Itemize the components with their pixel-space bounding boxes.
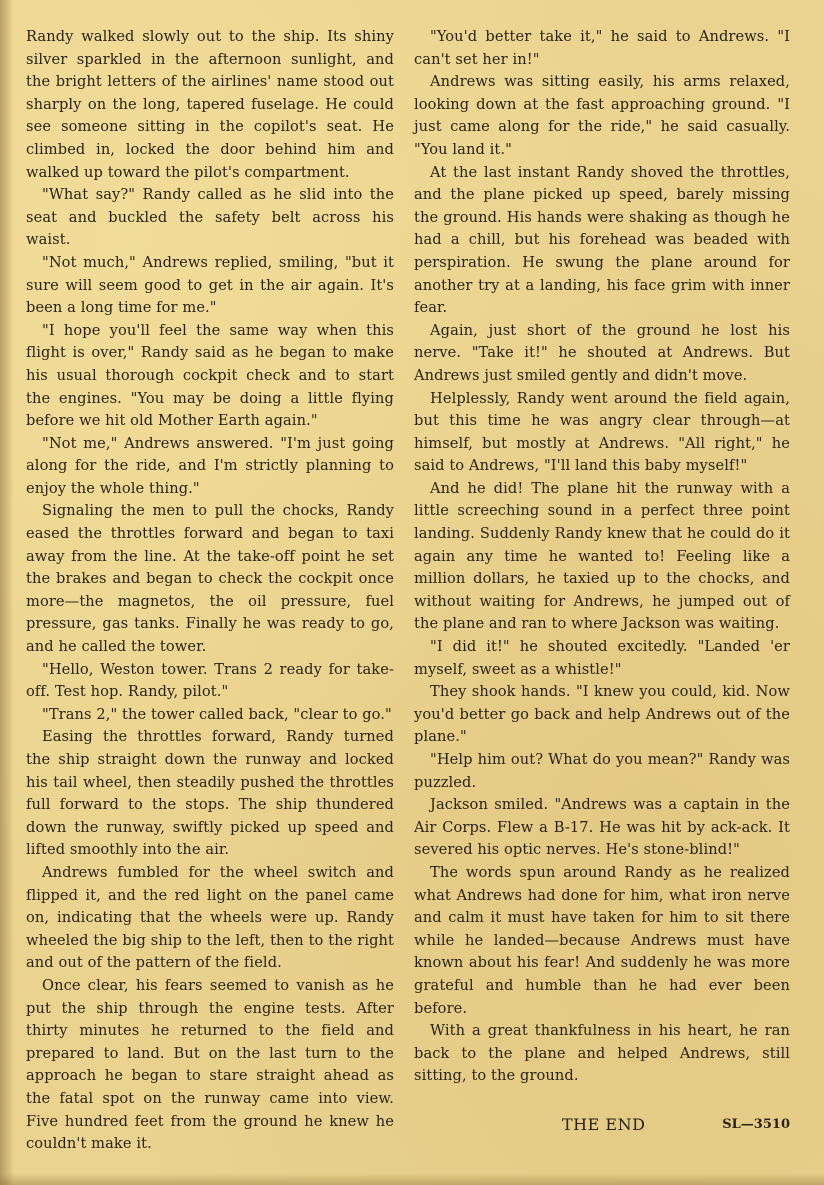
paragraph: Randy walked slowly out to the ship. Its shiny silver sparkled in the afternoon sunlight, and the bright letters of the airlines' name stood out sharply on the long, tapered fuselage. He could see someone sitting in the copilot's seat. He climbed in, locked the door behind him and walked up toward the pilot's compartment.	[26, 28, 394, 181]
footer	[414, 1115, 790, 1139]
left-text-column	[26, 26, 394, 1156]
paragraph: Signaling the men to pull the chocks, Randy eased the throttles forward and began to taxi away from the line. At the take-off point he set the brakes and began to check the cockpit once more—the magnetos, the oil pressure, fuel pressure, gas tanks. Finally he was ready to go, and he called the tower.	[26, 502, 394, 656]
paragraph: Again, just short of the ground he lost his nerve. "Take it!" he shouted at Andrews. But Andrews just smiled gently and didn't move.	[414, 321, 790, 384]
paragraph: The words spun around Randy as he realized what Andrews had done for him, what iron nerve and calm it must have taken for him to sit there while he landed—because Andrews must have known about his fear! And suddenly he was more grateful and humble than he had ever been before.	[414, 863, 790, 1017]
page-edge-shadow-left	[0, 0, 14, 1185]
page-edge-shadow-bottom	[0, 1173, 824, 1185]
print-code: SL—3510	[722, 1117, 790, 1132]
paragraph: "Trans 2," the tower called back, "clear to go."	[42, 705, 392, 723]
the-end-label: THE END	[562, 1115, 646, 1134]
paragraph: Helplessly, Randy went around the field again, but this time he was angry clear through—at himself, but mostly at Andrews. "All right," he said to Andrews, "I'll land this baby myself!"	[414, 389, 790, 475]
paragraph: Jackson smiled. "Andrews was a captain in the Air Corps. Flew a B-17. He was hit by ack-ack. It severed his optic nerves. He's stone-blind!"	[414, 796, 790, 859]
paragraph: Andrews fumbled for the wheel switch and flipped it, and the red light on the panel came on, indicating that the wheels were up. Randy wheeled the big ship to the left, then to the right and out of the pattern of the field.	[26, 863, 394, 972]
paragraph: "Not much," Andrews replied, smiling, "but it sure will seem good to get in the air again. It's been a long time for me."	[26, 253, 394, 317]
paragraph: "Help him out? What do you mean?" Randy was puzzled.	[414, 751, 790, 791]
paragraph: At the last instant Randy shoved the throttles, and the plane picked up speed, barely missing the ground. His hands were shaking as though he had a chill, but his forehead was beaded with perspiration. He swung the plane around for another try at a landing, his face grim with inner fear.	[414, 163, 790, 317]
paragraph: "What say?" Randy called as he slid into the seat and buckled the safety belt across his waist.	[26, 186, 394, 249]
paragraph: "I did it!" he shouted excitedly. "Landed 'er myself, sweet as a whistle!"	[414, 638, 790, 678]
paragraph: They shook hands. "I knew you could, kid. Now you'd better go back and help Andrews out of the plane."	[414, 683, 790, 746]
paragraph: Once clear, his fears seemed to vanish as he put the ship through the engine tests. After thirty minutes he returned to the field and prepared to land. But on the last turn to the approach he began to stare straight ahead as the fatal spot on the runway came into view. Five hundred feet from the ground he knew he couldn't make it.	[26, 976, 394, 1153]
paragraph: "Not me," Andrews answered. "I'm just going along for the ride, and I'm strictly planning to enjoy the whole thing."	[26, 434, 394, 497]
paragraph: "You'd better take it," he said to Andrews. "I can't set her in!"	[414, 28, 790, 68]
paragraph: "I hope you'll feel the same way when this flight is over," Randy said as he began to make his usual thorough cockpit check and to start the engines. "You may be doing a little flying before we hit old Mother Earth again."	[26, 321, 394, 430]
paragraph: And he did! The plane hit the runway with a little screeching sound in a perfect three point landing. Suddenly Randy knew that he could do it again any time he wanted to! Feeling like a million dollars, he taxied up to the chocks, and without waiting for Andrews, he jumped out of the plane and ran to where Jackson was waiting.	[414, 479, 790, 633]
paragraph: With a great thankfulness in his heart, he ran back to the plane and helped Andrews, still sitting, to the ground.	[414, 1022, 790, 1085]
paragraph: "Hello, Weston tower. Trans 2 ready for take-off. Test hop. Randy, pilot."	[26, 660, 394, 701]
paragraph: Andrews was sitting easily, his arms relaxed, looking down at the fast approaching ground. "I just came along for the ride," he said casually. "You land it."	[414, 73, 790, 158]
right-text-column	[414, 26, 790, 1088]
paragraph: Easing the throttles forward, Randy turned the ship straight down the runway and locked his tail wheel, then steadily pushed the throttles full forward to the stops. The ship thundered down the runway, swiftly picked up speed and lifted smoothly into the air.	[26, 728, 394, 859]
